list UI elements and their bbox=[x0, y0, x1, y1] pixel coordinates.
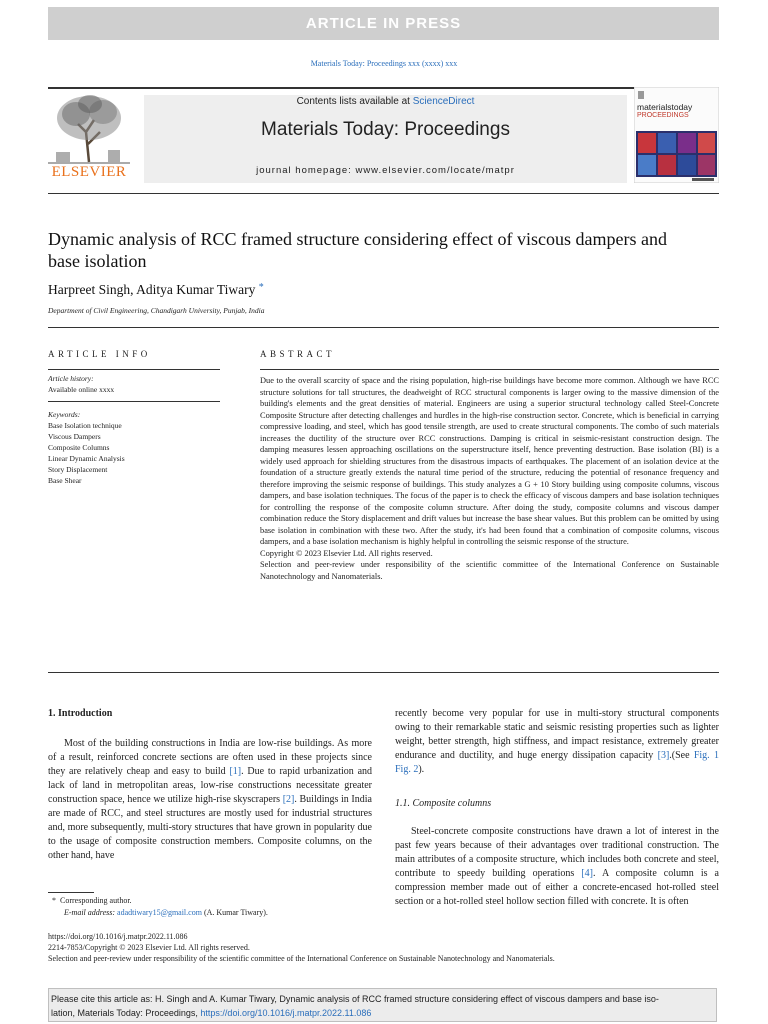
right-text-5: . A composite column is a compression member made out of either a concrete-encased hot-rolled steel section or a hot-rolled steel hollow section filled with concrete. It is often bbox=[395, 868, 719, 907]
article-title: Dynamic analysis of RCC framed structure considering effect of viscous dampers and base isolation bbox=[48, 229, 667, 271]
contents-line bbox=[144, 95, 627, 109]
composite-columns-heading: 1.1. Composite columns bbox=[395, 798, 492, 809]
abstract-selection: Selection and peer-review under responsibility of the scientific committee of the International Conference on Sustainable Nanotechnology and Nanomaterials. bbox=[260, 560, 719, 581]
journal-reference[interactable]: Materials Today: Proceedings xxx (xxxx) xxx bbox=[310, 59, 458, 68]
right-paragraph-2 bbox=[395, 825, 719, 909]
left-column bbox=[48, 707, 372, 863]
footnote-label: Corresponding author. bbox=[60, 896, 132, 905]
contents-prefix: Contents lists available at bbox=[296, 96, 413, 107]
ref-2[interactable]: [2] bbox=[282, 794, 295, 805]
keyword: Base Isolation technique bbox=[48, 421, 122, 430]
intro-text-3: . Buildings in India are made of RCC, and steel structures are mostly used for industrial structures and, more subsequently, multi-story structures that have grown in popularity due to the usage of composite construction members. Composite columns, on the other hand, have bbox=[48, 794, 372, 861]
keyword: Base Shear bbox=[48, 476, 82, 485]
history-label: Article history: bbox=[48, 374, 94, 383]
right-paragraph-1 bbox=[395, 707, 719, 777]
ref-1[interactable]: [1] bbox=[229, 766, 242, 777]
abstract-heading: ABSTRACT bbox=[260, 349, 336, 359]
masthead-rule-top bbox=[48, 87, 719, 89]
masthead-center bbox=[144, 95, 627, 183]
footnote-rule bbox=[48, 892, 94, 893]
keyword: Viscous Dampers bbox=[48, 432, 101, 441]
abstract-body bbox=[260, 375, 719, 582]
elsevier-wordmark: ELSEVIER bbox=[51, 164, 127, 180]
sciencedirect-link[interactable]: ScienceDirect bbox=[412, 96, 475, 107]
right-text-3: ). bbox=[418, 764, 425, 775]
masthead-rule-bottom bbox=[48, 193, 719, 194]
article-info-rule-2 bbox=[48, 401, 220, 402]
introduction-heading: 1. Introduction bbox=[48, 708, 113, 719]
article-info-rule-1 bbox=[48, 369, 220, 370]
article-history bbox=[48, 373, 114, 395]
cite-box bbox=[48, 988, 717, 1022]
author-line bbox=[48, 282, 264, 298]
cite-text-2: lation, Materials Today: Proceedings, bbox=[51, 1008, 201, 1018]
right-text-1: recently become very popular for use in multi-story structural components owing to their remarkable static and seismic resisting properties such as lighter weight, better strength, high stiffness, and impact resistance, extremely greater endurance and ductility, and huge energy dissipation capacity bbox=[395, 708, 719, 761]
cite-line-2 bbox=[49, 1006, 716, 1020]
keyword: Story Displacement bbox=[48, 465, 108, 474]
right-text-4: Steel-concrete composite constructions have drawn a lot of interest in the past few years because of their advantages over traditional construction. The main attributes of a composite structure, which includes both concrete and steel, contribute to speedy building operations bbox=[395, 826, 719, 879]
footnote-mark: * bbox=[52, 896, 56, 905]
affiliation: Department of Civil Engineering, Chandigarh University, Punjab, India bbox=[48, 306, 265, 315]
right-column bbox=[395, 707, 719, 909]
abstract-copyright: Copyright © 2023 Elsevier Ltd. All rights reserved. bbox=[260, 548, 433, 558]
cite-doi-link[interactable]: https://doi.org/10.1016/j.matpr.2022.11.086 bbox=[200, 1008, 372, 1018]
journal-homepage[interactable]: journal homepage: www.elsevier.com/locate/matpr bbox=[256, 165, 515, 176]
intro-text-1: Most of the building constructions in India are low-rise buildings. As more of a result, reinforced concrete sections are often used in these projects since they are relatively cheap and easy to build bbox=[48, 738, 372, 777]
issn-line: 2214-7853/Copyright © 2023 Elsevier Ltd. All rights reserved. bbox=[48, 943, 250, 952]
ref-3[interactable]: [3] bbox=[657, 750, 670, 761]
intro-text-2: . Due to rapid urbanization and lack of land in metropolitan areas, low-rise constructions necessitate greater construction space, hence we utilize high-rise skyscrapers bbox=[48, 766, 373, 805]
abstract-bottom-rule bbox=[48, 672, 719, 673]
cover-subtitle: PROCEEDINGS bbox=[637, 112, 689, 119]
cover-title: materialstoday bbox=[637, 102, 693, 112]
journal-title: Materials Today: Proceedings bbox=[261, 119, 510, 140]
keyword: Composite Columns bbox=[48, 443, 110, 452]
ref-4[interactable]: [4] bbox=[581, 868, 593, 879]
keywords-list bbox=[48, 420, 125, 486]
email-owner: (A. Kumar Tiwary). bbox=[203, 908, 268, 917]
intro-paragraph bbox=[48, 737, 372, 863]
email-link[interactable]: adadtiwary15@gmail.com bbox=[117, 908, 202, 917]
history-value: Available online xxxx bbox=[48, 385, 115, 394]
figure-ref[interactable]: Fig. 1 Fig. 2 bbox=[395, 750, 719, 775]
abstract-text: Due to the overall scarcity of space and the rising population, high-rise buildings have become more common. Although we have RCC structure solutions for tall structures, the deadweight of RCC structural components is larger owing to the massive dimension of the building's elements and the great densities of material. Engineers are using a superior structural technology called Steel-Concrete Composite Structure after detecting challenges and hurdles in the high-rise construction sector. Concrete, which is beneficial in carrying compressive loading, and steel, which has good tensile strength, are used to create structural components. The combo of such materials increases the ductility of the structure over RCC constructions. Damping is critical in seismic-resistant construction design. The damping measures lessen approaching oscillations on the superstructure itself, hence preventing destruction. Base isolation (BI) is a widely used approach for shielding structures from the disastrous impacts of earthquakes. The placement of an isolation device at the foundation of a structure greatly extends the natural time period of the structure, reducing the potential of resonance frequency and therefore improving the seismic response of buildings. This study analyzes a G + 10 Story building using composite columns, viscous dampers, and base isolation techniques. The focus of the paper is to check the efficacy of viscous dampers and base isolation techniques for controlling the response of the composite column structure. After doing the study, composite columns and viscous damper combination reduce the Story displacement and drift values but increase the base shear values. But this problem can be omitted by using base isolation in combination with these two. After the study, it's had been found that a combination of composite columns, viscous dampers, and a base isolation mechanism is highly helpful in controlling the seismic response of the structure. bbox=[260, 376, 719, 546]
keywords-block bbox=[48, 409, 125, 486]
selection-line: Selection and peer-review under responsibility of the scientific committee of the International Conference on Sustainable Nanotechnology and Nanomaterials. bbox=[48, 954, 555, 963]
footnote-corresponding bbox=[52, 895, 132, 907]
article-info-heading: ARTICLE INFO bbox=[48, 349, 151, 359]
email-label: E-mail address: bbox=[64, 908, 116, 917]
abstract-rule bbox=[260, 369, 719, 370]
cite-text-1: Please cite this article as: H. Singh and A. Kumar Tiwary, Dynamic analysis of RCC framed structure considering effect of viscous dampers and base iso- bbox=[51, 994, 659, 1004]
corresponding-author-mark[interactable]: * bbox=[258, 282, 264, 293]
journal-cover-thumbnail bbox=[634, 87, 719, 183]
keywords-label: Keywords: bbox=[48, 410, 81, 419]
keyword: Linear Dynamic Analysis bbox=[48, 454, 125, 463]
article-in-press-banner: ARTICLE IN PRESS bbox=[48, 7, 719, 40]
right-text-2: .(See bbox=[669, 750, 694, 761]
footnote-email bbox=[64, 907, 268, 919]
doi-link[interactable]: https://doi.org/10.1016/j.matpr.2022.11.086 bbox=[48, 932, 188, 941]
authors: Harpreet Singh, Aditya Kumar Tiwary bbox=[48, 282, 256, 297]
affiliation-rule bbox=[48, 327, 719, 328]
